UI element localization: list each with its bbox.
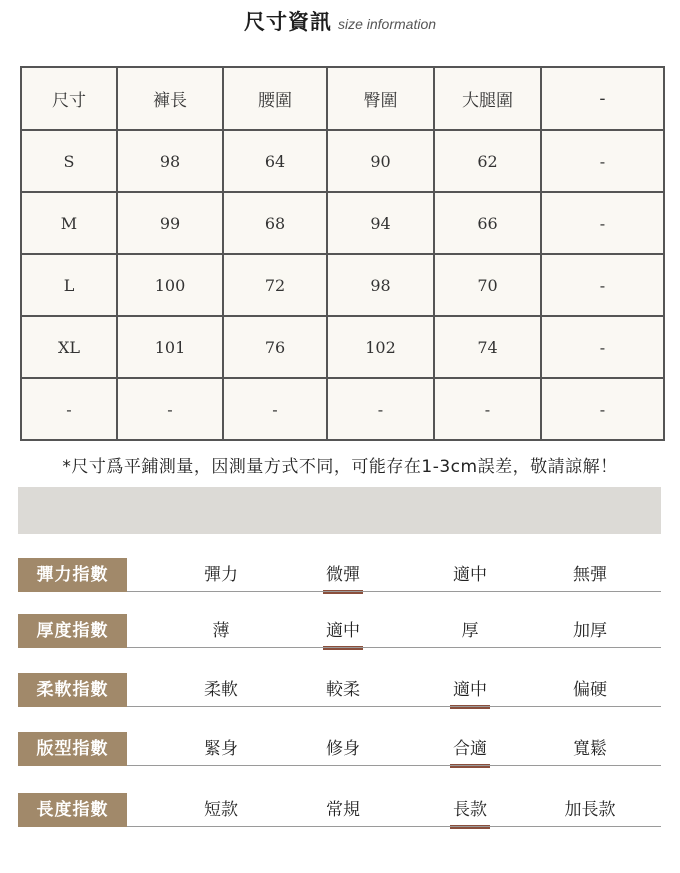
rating-label: 長度指數: [18, 793, 127, 827]
table-cell: 98: [327, 254, 434, 316]
rating-option: 柔軟: [204, 680, 238, 700]
table-cell: 76: [223, 316, 327, 378]
rating-option: 短款: [204, 800, 238, 820]
header-cell: 臀圍: [327, 67, 434, 130]
title-zh: 尺寸資訊: [243, 10, 332, 34]
rating-label: 版型指數: [18, 732, 127, 766]
table-cell: -: [223, 378, 327, 440]
divider-band: [18, 487, 661, 534]
row-underline: [127, 826, 661, 827]
table-cell: -: [541, 316, 664, 378]
table-cell: -: [117, 378, 223, 440]
table-row: [21, 254, 664, 316]
row-underline: [127, 765, 661, 766]
table-cell: -: [541, 378, 664, 440]
table-cell: 100: [117, 254, 223, 316]
table-cell: 68: [223, 192, 327, 254]
table-cell: 74: [434, 316, 541, 378]
rating-option: 適中: [453, 565, 487, 585]
table-cell: 64: [223, 130, 327, 192]
table-cell: 66: [434, 192, 541, 254]
rating-option: 較柔: [326, 680, 360, 700]
rating-option-selected: 長款: [420, 793, 520, 827]
rating-row-thickness: [18, 614, 661, 648]
rating-option-selected: 適中: [420, 673, 520, 707]
rating-option: 厚: [461, 621, 479, 641]
header-cell: 腰圍: [223, 67, 327, 130]
rating-option: 偏硬: [573, 680, 607, 700]
table-cell: -: [541, 130, 664, 192]
table-cell: 101: [117, 316, 223, 378]
rating-option: 常規: [326, 800, 360, 820]
table-cell: -: [327, 378, 434, 440]
title-en: size information: [337, 16, 437, 32]
table-cell: 99: [117, 192, 223, 254]
rating-option: 彈力: [204, 565, 238, 585]
table-cell: 98: [117, 130, 223, 192]
rating-option: 加厚: [573, 621, 607, 641]
row-underline: [127, 591, 661, 592]
rating-option: 薄: [212, 621, 230, 641]
table-cell: L: [21, 254, 117, 316]
rating-option: 修身: [326, 739, 360, 759]
header-cell: 大腿圍: [434, 67, 541, 130]
rating-row-elasticity: [18, 558, 661, 592]
table-cell: S: [21, 130, 117, 192]
table-row: [21, 192, 664, 254]
table-header-row: [21, 67, 664, 130]
header-cell: 褲長: [117, 67, 223, 130]
rating-row-softness: [18, 673, 661, 707]
table-cell: 72: [223, 254, 327, 316]
rating-option: 寬鬆: [573, 739, 607, 759]
table-cell: -: [434, 378, 541, 440]
header-cell: 尺寸: [21, 67, 117, 130]
table-cell: 62: [434, 130, 541, 192]
rating-row-fit: [18, 732, 661, 766]
rating-label: 厚度指數: [18, 614, 127, 648]
table-cell: 70: [434, 254, 541, 316]
rating-label: 彈力指數: [18, 558, 127, 592]
table-row: [21, 130, 664, 192]
header-cell: -: [541, 67, 664, 130]
row-underline: [127, 647, 661, 648]
rating-option-selected: 微彈: [293, 558, 393, 592]
rating-option-selected: 適中: [293, 614, 393, 648]
table-cell: 102: [327, 316, 434, 378]
rating-label: 柔軟指數: [18, 673, 127, 707]
rating-option: 加長款: [564, 800, 616, 820]
table-cell: XL: [21, 316, 117, 378]
rating-option-selected: 合適: [420, 732, 520, 766]
rating-option: 無彈: [573, 565, 607, 585]
page-title: [0, 6, 680, 36]
table-cell: 94: [327, 192, 434, 254]
table-row: [21, 316, 664, 378]
table-cell: -: [541, 254, 664, 316]
table-cell: -: [541, 192, 664, 254]
size-table: [20, 66, 665, 441]
rating-row-length: [18, 793, 661, 827]
row-underline: [127, 706, 661, 707]
table-cell: -: [21, 378, 117, 440]
table-cell: M: [21, 192, 117, 254]
table-cell: 90: [327, 130, 434, 192]
rating-option: 緊身: [204, 739, 238, 759]
table-row: [21, 378, 664, 440]
measurement-note: *尺寸爲平鋪測量，因測量方式不同，可能存在1-3cm誤差，敬請諒解！: [62, 457, 618, 477]
